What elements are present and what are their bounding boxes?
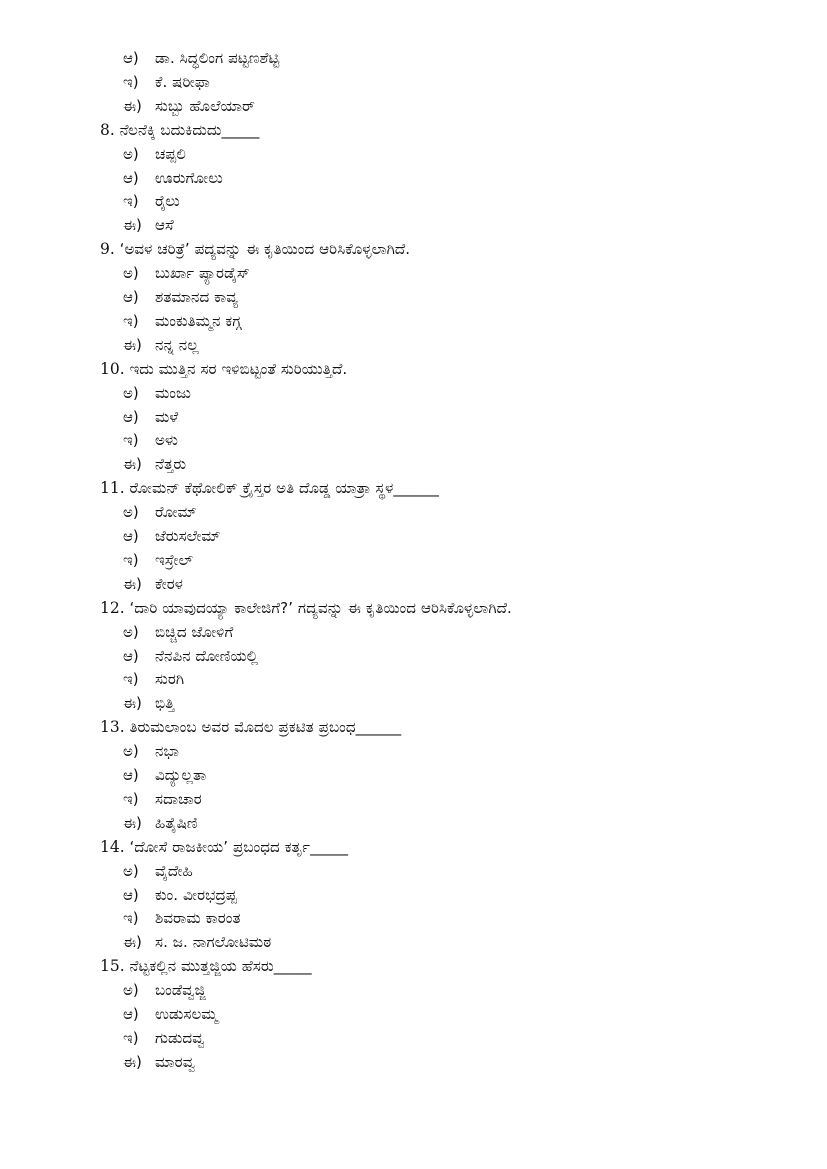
answer-option	[123, 932, 271, 952]
question-line	[100, 837, 348, 857]
option-text: ಶಿವರಾಮ ಕಾರಂತ	[155, 909, 241, 928]
answer-option	[123, 311, 241, 331]
option-letter: ಈ)	[123, 455, 142, 474]
option-letter: ಅ)	[123, 861, 139, 880]
question-text: ‘ದಾರಿ ಯಾವುದಯ್ಯಾ ಕಾಲೇಜಿಗೆ?’ ಗದ್ಯವನ್ನು ಈ ಕೃತಿಯಿಂದ ಆರಿಸಿಕೊಳ್ಳಲಾಗಿದೆ.	[129, 598, 512, 617]
answer-option	[123, 885, 237, 905]
option-text: ರೋಮ್	[155, 503, 197, 522]
question-line	[100, 598, 512, 618]
option-text: ಗುಡುದವ್ವ	[155, 1028, 205, 1047]
question-text: ‘ಅವಳ ಚರಿತ್ರೆ’ ಪದ್ಯವನ್ನು ಈ ಕೃತಿಯಿಂದ ಆರಿಸಿಕೊಳ್ಳಲಾಗಿದೆ.	[119, 240, 411, 259]
answer-option	[123, 622, 233, 642]
answer-option	[123, 191, 180, 211]
option-letter: ಅ)	[123, 264, 139, 283]
answer-option	[123, 669, 184, 689]
option-text: ಮಂಜು	[155, 383, 191, 402]
answer-option	[123, 813, 198, 833]
question-text: ತಿರುಮಲಾಂಬ ಅವರ ಮೊದಲ ಪ್ರಕಟಿತ ಪ್ರಬಂಧ______	[129, 718, 402, 737]
option-letter: ಈ)	[123, 933, 142, 952]
option-letter: ಈ)	[123, 574, 142, 593]
continued-option	[123, 72, 210, 92]
option-text: ನೆನಪಿನ ದೋಣಿಯಲ್ಲಿ	[155, 646, 259, 665]
question-number: 15.	[100, 957, 125, 976]
option-letter: ಆ)	[123, 527, 139, 545]
option-letter: ಅ)	[123, 503, 139, 522]
option-letter: ಆ)	[123, 646, 139, 665]
question-text: ನೆಲನೆಕ್ಕಿ ಬದುಕಿದುದು_____	[119, 120, 260, 139]
question-number: 9.	[100, 240, 115, 259]
option-text: ಕೇರಳ	[155, 574, 184, 593]
option-text: ಇಸ್ರೇಲ್	[155, 550, 194, 569]
answer-option	[123, 287, 238, 307]
answer-option	[123, 1028, 205, 1048]
option-text: ನನ್ನ ನಲ್ಲ	[155, 335, 199, 354]
option-letter: ಆ)	[123, 288, 139, 306]
option-text: ಚಪ್ಪಲಿ	[155, 144, 186, 163]
option-text: ಭಿತ್ತಿ	[155, 694, 175, 713]
option-letter: ಅ)	[123, 981, 139, 1000]
answer-option	[123, 908, 241, 928]
option-text: ವೈದೇಹಿ	[155, 861, 193, 880]
option-text: ಜೆರುಸಲೇಮ್	[155, 527, 221, 545]
option-letter: ಈ)	[123, 335, 142, 354]
answer-option	[123, 980, 206, 1000]
option-text: ರೈಲು	[155, 192, 180, 211]
option-letter: ಅ)	[123, 742, 139, 761]
answer-option	[123, 1004, 218, 1024]
option-letter: ಆ)	[123, 49, 139, 67]
option-letter: ಆ)	[123, 1005, 139, 1023]
option-letter: ಈ)	[123, 813, 142, 832]
option-letter: ಅ)	[123, 622, 139, 641]
answer-option	[123, 526, 221, 546]
option-letter: ಈ)	[123, 216, 142, 235]
answer-option	[123, 430, 178, 450]
option-letter: ಆ)	[123, 407, 139, 426]
question-number: 10.	[100, 359, 125, 378]
answer-option	[123, 263, 250, 283]
question-line	[100, 956, 312, 976]
continued-option	[123, 48, 279, 68]
option-letter: ಇ)	[123, 670, 139, 689]
option-text: ಬಿಚ್ಚಿದ ಜೋಳಿಗೆ	[155, 622, 234, 641]
question-number: 8.	[100, 120, 115, 139]
question-line	[100, 239, 410, 259]
question-text: ರೋಮನ್ ಕೆಥೋಲಿಕ್ ಕ್ರೈಸ್ತರ ಅತಿ ದೊಡ್ಡ ಯಾತ್ರಾ ಸ್ಥಳ______	[129, 479, 439, 498]
answer-option	[123, 861, 193, 881]
answer-option	[123, 693, 175, 713]
option-letter: ಇ)	[123, 311, 139, 330]
question-line	[100, 120, 259, 140]
answer-option	[123, 335, 199, 355]
option-text: ನೆತ್ತರು	[155, 455, 187, 474]
answer-option	[123, 383, 191, 403]
option-text: ಮಾರವ್ವ	[155, 1052, 196, 1071]
question-text: ಇದು ಮುತ್ತಿನ ಸರ ಇಳಿಬಿಟ್ಟಂತೆ ಸುರಿಯುತ್ತಿದೆ.	[129, 359, 348, 378]
option-text: ಡಾ. ಸಿದ್ಧಲಿಂಗ ಪಟ್ಟಣಶೆಟ್ಟಿ	[155, 49, 280, 67]
option-letter: ಇ)	[123, 909, 139, 928]
option-letter: ಆ)	[123, 885, 139, 904]
option-text: ಉಡುಸಲಮ್ಮ	[155, 1005, 218, 1023]
answer-option	[123, 646, 258, 666]
option-text: ಊರುಗೋಲು	[155, 168, 223, 187]
question-line	[100, 478, 439, 498]
option-text: ವಿದ್ಯುಲ್ಲತಾ	[155, 766, 207, 784]
answer-option	[123, 215, 174, 235]
option-letter: ಆ)	[123, 766, 139, 784]
question-number: 13.	[100, 718, 125, 737]
option-text: ಮಂಕುತಿಮ್ಮನ ಕಗ್ಗ	[155, 311, 242, 330]
option-letter: ಅ)	[123, 383, 139, 402]
answer-option	[123, 144, 186, 164]
answer-option	[123, 407, 178, 427]
option-text: ಸುಬ್ಬು ಹೊಲೆಯಾರ್	[155, 96, 255, 115]
answer-option	[123, 550, 193, 570]
option-text: ನಭಾ	[155, 742, 180, 761]
option-text: ಅಳು	[155, 431, 179, 450]
question-text: ‘ದೋಸೆ ರಾಜಕೀಯ’ ಪ್ರಬಂಧದ ಕರ್ತೃ_____	[129, 837, 349, 856]
answer-option	[123, 765, 206, 785]
option-text: ಹಿತೈಷಿಣಿ	[155, 813, 198, 832]
option-text: ಬುರ್ಖಾ ಪ್ಯಾರಡೈಸ್	[155, 264, 250, 283]
option-text: ಬಂಡೆವ್ವಜ್ಜಿ	[155, 981, 206, 1000]
option-letter: ಆ)	[123, 168, 139, 187]
option-letter: ಇ)	[123, 789, 139, 808]
option-letter: ಈ)	[123, 694, 142, 713]
answer-option	[123, 1052, 195, 1072]
question-text: ನೆಟ್ಟಕಲ್ಲಿನ ಮುತ್ತಜ್ಜಿಯ ಹೆಸರು_____	[129, 957, 312, 976]
option-letter: ಇ)	[123, 431, 139, 450]
option-letter: ಅ)	[123, 144, 139, 163]
answer-option	[123, 741, 179, 761]
option-text: ಸ. ಜ. ನಾಗಲೋಟಿಮಠ	[155, 933, 272, 952]
option-text: ಶತಮಾನದ ಕಾವ್ಯ	[155, 288, 239, 306]
option-text: ಸುರಗಿ	[155, 670, 185, 689]
option-letter: ಇ)	[123, 550, 139, 569]
continued-option	[123, 96, 255, 116]
option-letter: ಇ)	[123, 1028, 139, 1047]
option-letter: ಇ)	[123, 192, 139, 211]
question-number: 12.	[100, 598, 125, 617]
question-line	[100, 717, 401, 737]
question-line	[100, 359, 347, 379]
option-letter: ಈ)	[123, 1052, 142, 1071]
answer-option	[123, 574, 183, 594]
answer-option	[123, 168, 223, 188]
question-number: 14.	[100, 837, 125, 856]
option-text: ಕೆ. ಷರೀಫಾ	[155, 72, 210, 91]
option-letter: ಈ)	[123, 96, 142, 115]
answer-option	[123, 789, 202, 809]
answer-option	[123, 502, 197, 522]
option-letter: ಇ)	[123, 72, 139, 91]
answer-option	[123, 454, 186, 474]
option-text: ಮಳೆ	[155, 407, 179, 426]
option-text: ಸದಾಚಾರ	[155, 789, 202, 808]
option-text: ಕುಂ. ವೀರಭದ್ರಪ್ಪ	[155, 885, 237, 904]
question-number: 11.	[100, 479, 125, 498]
option-text: ಆಸೆ	[155, 216, 174, 235]
